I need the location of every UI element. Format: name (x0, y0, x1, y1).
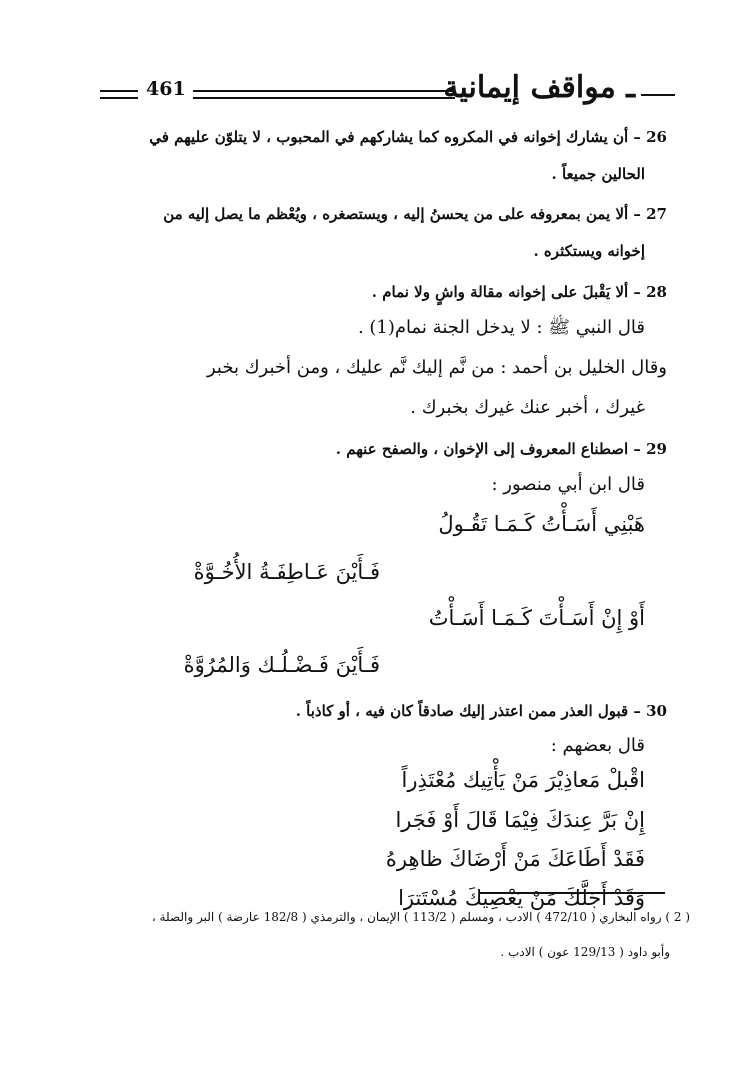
footnote-rule (480, 892, 665, 894)
header-dash (641, 94, 675, 96)
poem-1-intro: قال ابن أبي منصور : (491, 474, 645, 495)
poem-2-verse-3: فَقَدْ أَطَاعَكَ مَنْ أَرْضَاكَ ظاهِرهُ (385, 847, 645, 871)
item-28-line-1: 28 – ألا يَقْبلَ على إخوانه مقالة واشٍ ولا نمام . (371, 283, 667, 301)
page-number: 461 (146, 78, 186, 100)
poem-1-verse-1: هَبْنِي أَسَـأْتُ كَـمَـا تَقُـولُ (438, 512, 645, 536)
khalil-quote-line-2: غيرك ، أخبر عنك غيرك بخبرك . (410, 397, 645, 418)
poem-1-verse-2: فَـأَيْنَ عَـاطِفَـةُ الأُخُـوَّةْ (193, 560, 380, 584)
running-title: ـ مواقف إيمانية (443, 70, 635, 105)
item-30-line-1: 30 – قبول العذر ممن اعتذر إليك صادقاً كان فيه ، أو كاذباً . (295, 702, 667, 720)
poem-2-verse-1: اقْبلْ مَعاذِيْرَ مَنْ يَأْتِيك مُعْتَذِراً (401, 768, 645, 792)
hadith-quote: قال النبي ﷺ : لا يدخل الجنة نمام(1) . (357, 317, 645, 338)
poem-2-intro: قال بعضهم : (550, 735, 645, 756)
footnote-line-2: وأبو داود ( 129/13 عون ) الادب . (500, 945, 670, 959)
footnote-line-1: ( 2 ) رواه البخاري ( 472/10 ) الادب ، ومسلم ( 113/2 ) الإيمان ، والترمذي ( 182/8 عارضة ) البر والصلة ، (151, 910, 690, 924)
header-left-rule (100, 90, 138, 99)
item-26-line-2: الحالين جميعاً . (551, 165, 645, 183)
header-double-rule (193, 90, 455, 99)
poem-2-verse-2: إِنْ بَرَّ عِندَكَ فِيْمَا قَالَ أَوْ فَجَرا (395, 808, 645, 832)
item-29-line-1: 29 – اصطناع المعروف إلى الإخوان ، والصفح عنهم . (335, 440, 667, 458)
item-27-line-2: إخوانه ويستكثره . (533, 242, 645, 260)
poem-1-verse-3: أَوْ إِنْ أَسَـأْتَ كَـمَـا أَسَـأْتُ (428, 606, 645, 630)
khalil-quote-line-1: وقال الخليل بن أحمد : من نَّم إليك نَّم عليك ، ومن أخبرك بخبر (206, 357, 667, 378)
item-26-line-1: 26 – أن يشارك إخوانه في المكروه كما يشاركهم في المحبوب ، لا يتلوّن عليهم في (149, 128, 667, 146)
poem-2-verse-4: وَقَدْ أَجَلَّكَ مَنْ يَعْصِيكَ مُسْتَترَا (398, 886, 645, 910)
item-27-line-1: 27 – ألا يمن بمعروفه على من يحسنُ إليه ، ويستصغره ، ويُعْظم ما يصل إليه من (163, 205, 667, 223)
poem-1-verse-4: فَـأَيْنَ فَـضْـلُـك وَالمُرُوَّةْ (183, 653, 380, 677)
page-header (100, 70, 675, 114)
